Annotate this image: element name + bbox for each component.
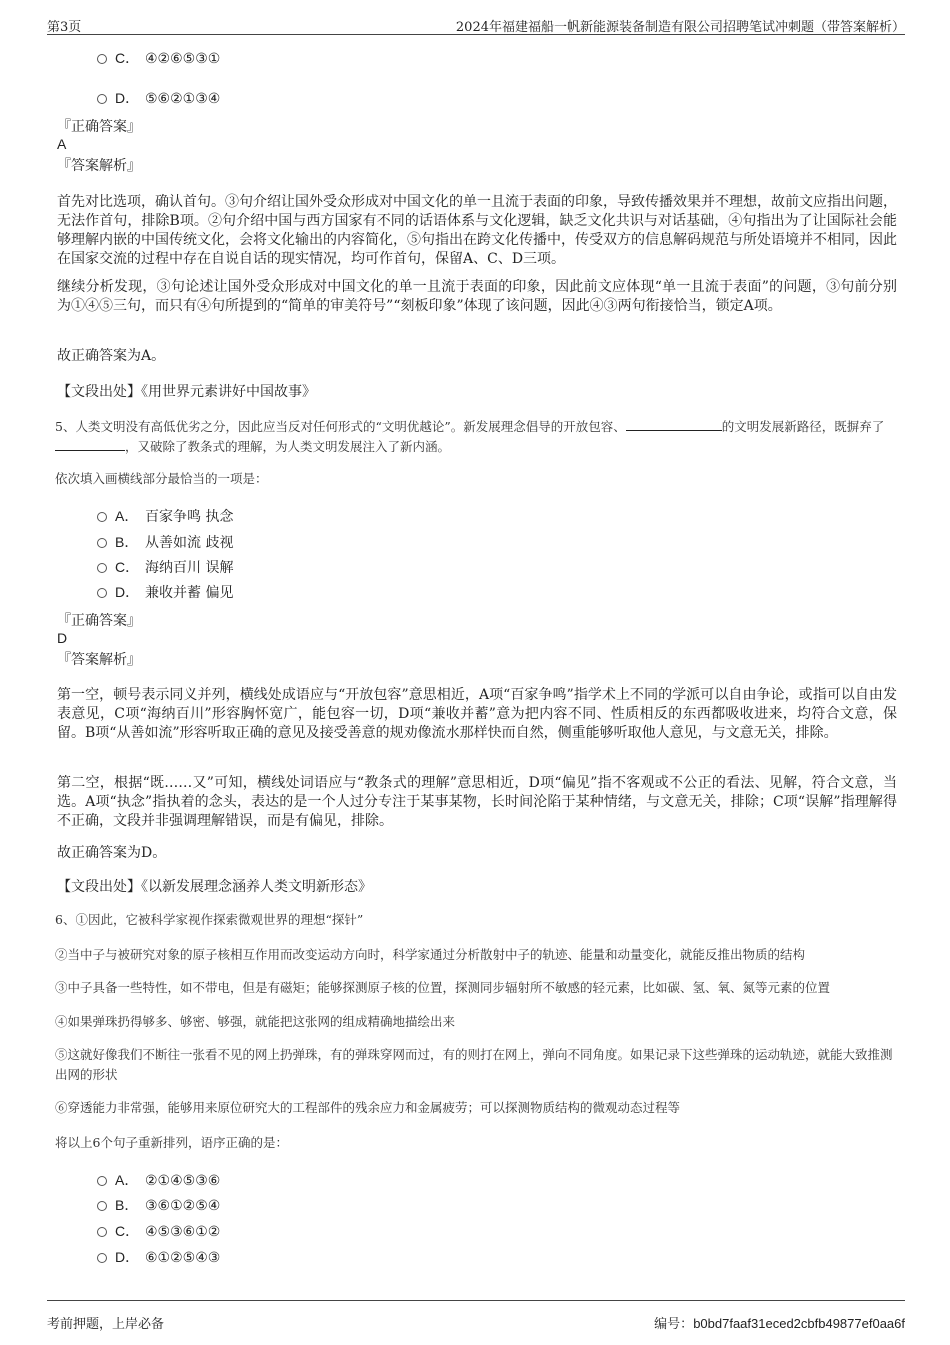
q5-option-c[interactable]: C． 海纳百川 误解 — [97, 558, 233, 576]
page-number: 第3页 — [47, 20, 82, 35]
q6-instruction: 将以上6个句子重新排列，语序正确的是： — [55, 1135, 288, 1150]
radio-icon[interactable] — [97, 1227, 107, 1237]
q4-conclusion: 故正确答案为A。 — [57, 348, 166, 364]
q4-analysis-label: 『答案解析』 — [57, 158, 141, 174]
q5-analysis-p2: 第二空，根据“既……又”可知，横线处词语应与“教条式的理解”意思相近，D项“偏见”指不客观或不公正的看法、见解，符合文意，当选。A项“执念”指执着的念头，表达的是一个人过分专注于某事某物，长时间沦陷于某种情绪，与文意无关，排除；C项“误解”指理解得不正确，文段并非强调理解错误，而是有偏见，排除。 — [57, 775, 897, 829]
q5-stem: 5、人类文明没有高低优劣之分，因此应当反对任何形式的“文明优越论”。新发展理念倡导的开放包容、 的文明发展新路径，既摒弃了，又破除了教条式的理解，为人类文明发展注入了新内涵。 — [55, 419, 885, 454]
q4-analysis-p1: 首先对比选项，确认首句。③句介绍让国外受众形成对中国文化的单一且流于表面的印象，导致传播效果并不理想，故前文应指出问题，无法作首句，排除B项。②句介绍中国与西方国家有不同的话语体系与文化逻辑，缺乏文化共识与对话基础，④句指出为了让国际社会能够理解内嵌的中国传统文化，会将文化输出的内容简化，⑤句指出在跨文化传播中，传受双方的信息解码规范与所处语境并不相同，因此在国家交流的过程中存在自说自话的现实情况，均可作首句，保留A、C、D三项。 — [57, 194, 897, 267]
q5-analysis-p1: 第一空，顿号表示同义并列，横线处成语应与“开放包容”意思相近，A项“百家争鸣”指学术上不同的学派可以自由争论，或指可以自由发表意见，C项“海纳百川”形容胸怀宽广，能包容一切，D项“兼收并蓄”意为把内容不同、性质相反的东西都吸收进来，均符合文意，保留。B项“从善如流”形容听取正确的意见及接受善意的规劝像流水那样快而自然，侧重能够听取他人意见，与文意无关，排除。 — [57, 687, 897, 741]
q6-sentence-6: ⑥穿透能力非常强，能够用来原位研究大的工程部件的残余应力和金属疲劳；可以探测物质结构的微观动态过程等 — [55, 1100, 681, 1115]
q5-answer-label: 『正确答案』 — [57, 613, 141, 629]
q6-option-d[interactable]: D． ⑥①②⑤④③ — [97, 1248, 220, 1266]
q5-answer: D — [57, 630, 68, 646]
radio-icon[interactable] — [97, 1201, 107, 1211]
page-header — [47, 16, 905, 35]
q5-option-d[interactable]: D． 兼收并蓄 偏见 — [97, 583, 233, 601]
document-title: 2024年福建福船一帆新能源装备制造有限公司招聘笔试冲刺题（带答案解析） — [455, 20, 905, 35]
q4-option-d[interactable]: D． ⑤⑥②①③④ — [97, 89, 220, 107]
q6-sentence-5: ⑤这就好像我们不断往一张看不见的网上扔弹珠，有的弹珠穿网而过，有的则打在网上，弹向不同角度。如果记录下这些弹珠的运动轨迹，就能大致推测出网的形状 — [55, 1047, 893, 1082]
q6-option-a[interactable]: A． ②①④⑤③⑥ — [97, 1171, 220, 1189]
q6-sentence-2: ②当中子与被研究对象的原子核相互作用而改变运动方向时，科学家通过分析散射中子的轨迹、能量和动量变化，就能反推出物质的结构 — [55, 947, 806, 962]
q6-sentence-4: ④如果弹珠扔得够多、够密、够强，就能把这张网的组成精确地描绘出来 — [55, 1014, 456, 1029]
blank-2 — [55, 438, 125, 451]
q4-source: 【文段出处】《用世界元素讲好中国故事》 — [57, 384, 316, 400]
q5-instruction: 依次填入画横线部分最恰当的一项是： — [55, 471, 268, 486]
q5-option-b[interactable]: B． 从善如流 歧视 — [97, 533, 233, 551]
q6-sentence-1: 6、①因此，它被科学家视作探索微观世界的理想“探针” — [55, 912, 364, 927]
radio-icon[interactable] — [97, 588, 107, 598]
blank-1 — [626, 418, 722, 431]
radio-icon[interactable] — [97, 94, 107, 104]
q4-option-c[interactable]: C． ④②⑥⑤③① — [97, 49, 220, 67]
q6-option-b[interactable]: B． ③⑥①②⑤④ — [97, 1196, 220, 1214]
radio-icon[interactable] — [97, 512, 107, 522]
q4-answer: A — [57, 136, 67, 152]
q5-conclusion: 故正确答案为D。 — [57, 845, 167, 861]
q6-option-c[interactable]: C． ④⑤③⑥①② — [97, 1222, 220, 1240]
radio-icon[interactable] — [97, 54, 107, 64]
q5-analysis-label: 『答案解析』 — [57, 652, 141, 668]
q4-analysis-p2: 继续分析发现，③句论述让国外受众形成对中国文化的单一且流于表面的印象，因此前文应体现“单一且流于表面”的问题，③句前分别为①④⑤三句，而只有④句所提到的“简单的审美符号”“刻板印象”体现了该问题，因此④③两句衔接恰当，锁定A项。 — [57, 279, 897, 314]
footer-slogan: 考前押题，上岸必备 — [47, 1317, 165, 1332]
q5-source: 【文段出处】《以新发展理念涵养人类文明新形态》 — [57, 879, 372, 895]
q6-sentence-3: ③中子具备一些特性，如不带电，但是有磁矩；能够探测原子核的位置，探测同步辐射所不敏感的轻元素，比如碳、氢、氧、氮等元素的位置 — [55, 980, 831, 995]
document-code: 编号：b0bd7faaf31eced2cbfb49877ef0aa6f — [654, 1316, 905, 1332]
q4-answer-label: 『正确答案』 — [57, 119, 141, 135]
page-footer — [47, 1300, 905, 1331]
radio-icon[interactable] — [97, 538, 107, 548]
radio-icon[interactable] — [97, 1253, 107, 1263]
radio-icon[interactable] — [97, 1176, 107, 1186]
q5-option-a[interactable]: A． 百家争鸣 执念 — [97, 507, 233, 525]
radio-icon[interactable] — [97, 563, 107, 573]
